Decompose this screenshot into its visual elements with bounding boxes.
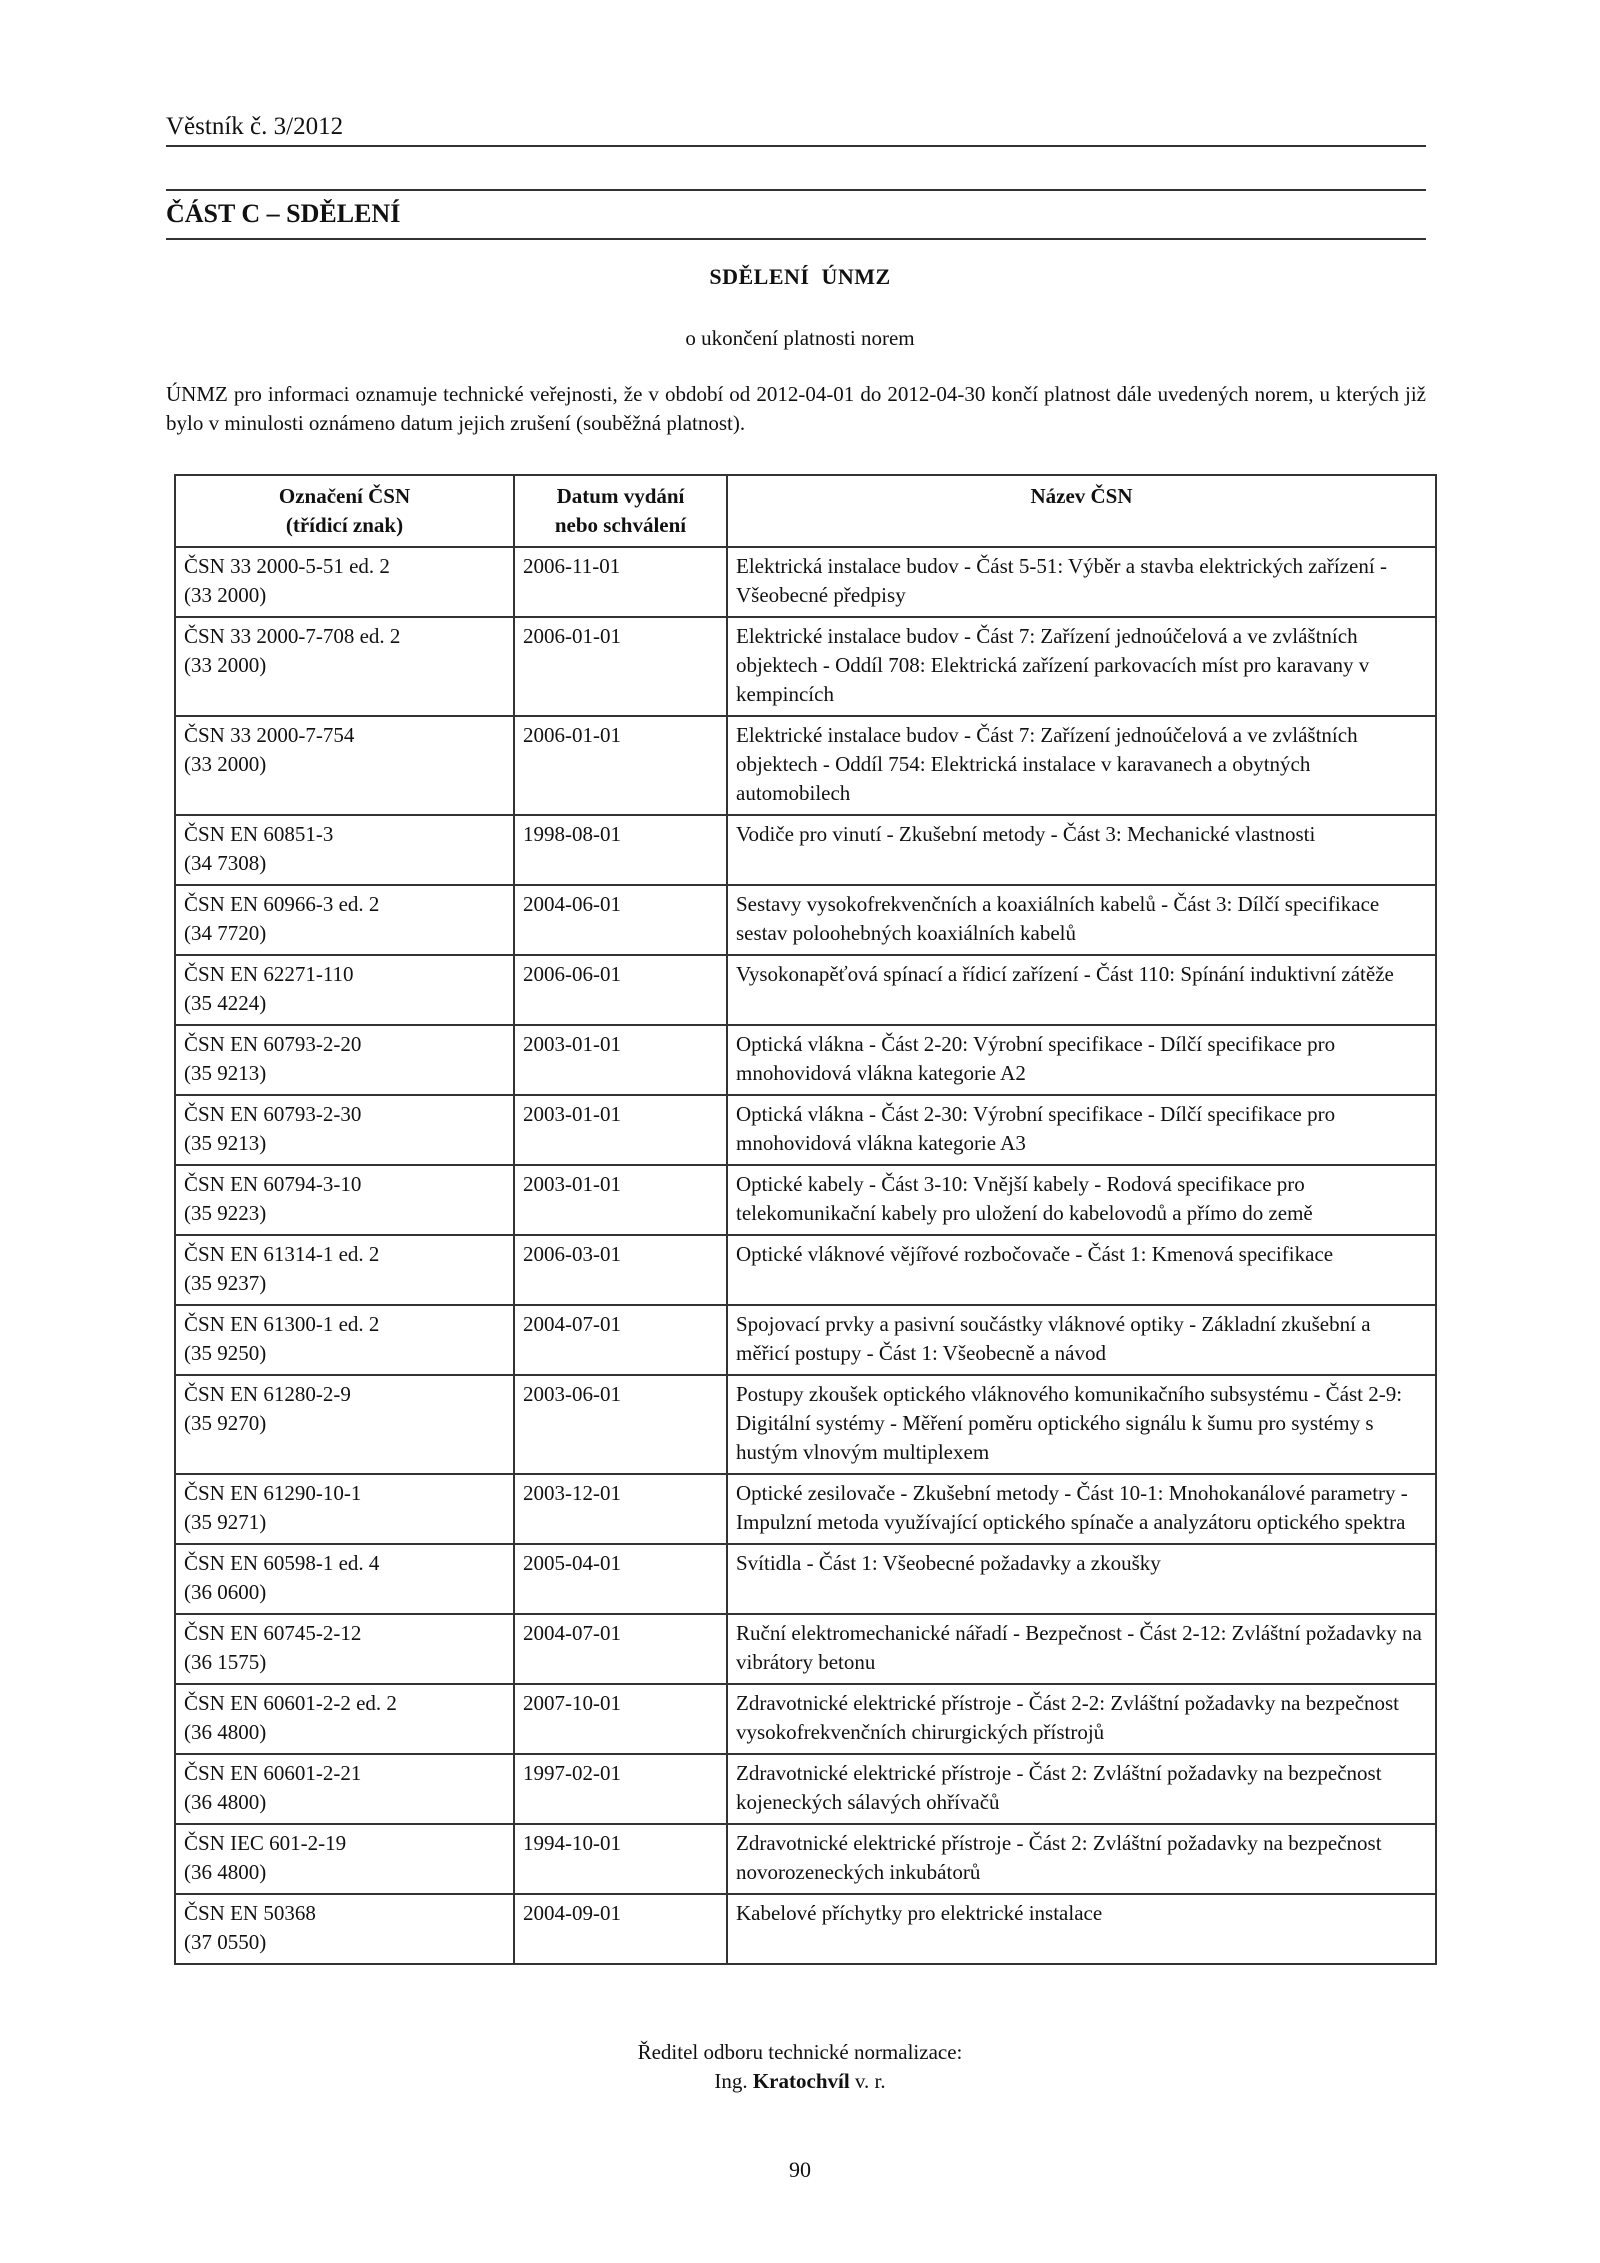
signature-line: [0, 2067, 1600, 2096]
cell-date: 2003-01-01: [514, 1025, 727, 1095]
cell-code: [175, 1095, 514, 1165]
section-rule-top: [166, 189, 1426, 191]
cell-date: 1998-08-01: [514, 815, 727, 885]
norm-class: (35 9271): [184, 1510, 267, 1534]
cell-date: 2003-12-01: [514, 1474, 727, 1544]
table-row: [175, 1474, 1436, 1544]
cell-name: Optická vlákna - Část 2-30: Výrobní specifikace - Dílčí specifikace pro mnohovidová vlákna kategorie A3: [727, 1095, 1436, 1165]
table-row: [175, 1824, 1436, 1894]
norm-class: (33 2000): [184, 653, 267, 677]
table-row: [175, 1165, 1436, 1235]
cell-code: [175, 1754, 514, 1824]
norm-class: (35 4224): [184, 991, 267, 1015]
cell-date: 2004-07-01: [514, 1305, 727, 1375]
header-rule: [166, 145, 1426, 147]
signature-block: [0, 2038, 1600, 2096]
norm-class: (35 9223): [184, 1201, 267, 1225]
cell-name: Elektrické instalace budov - Část 7: Zařízení jednoúčelová a ve zvláštních objektech - Oddíl 708: Elektrická zařízení parkovacích míst pro karavany v kempincích: [727, 617, 1436, 716]
cell-code: [175, 1894, 514, 1964]
cell-code: [175, 716, 514, 815]
norm-code: ČSN IEC 601-2-19: [184, 1831, 347, 1855]
cell-code: [175, 885, 514, 955]
cell-code: [175, 1375, 514, 1474]
cell-name: Optické vláknové vějířové rozbočovače - Část 1: Kmenová specifikace: [727, 1235, 1436, 1305]
cell-code: [175, 1544, 514, 1614]
cell-date: 2003-06-01: [514, 1375, 727, 1474]
table-row: [175, 1754, 1436, 1824]
table-header-row: [175, 475, 1436, 547]
norm-code: ČSN EN 60794-3-10: [184, 1172, 362, 1196]
cell-date: 2007-10-01: [514, 1684, 727, 1754]
norm-class: (36 1575): [184, 1650, 267, 1674]
notice-title: SDĚLENÍ ÚNMZ: [709, 264, 891, 289]
running-head: Věstník č. 3/2012: [166, 113, 344, 140]
table-row: [175, 1544, 1436, 1614]
cell-name: Optické zesilovače - Zkušební metody - Část 10-1: Mnohokanálové parametry - Impulzní metoda využívající optického spínače a analyzátoru optického spektra: [727, 1474, 1436, 1544]
section-rule-bottom: [166, 238, 1426, 240]
cell-code: [175, 1165, 514, 1235]
header-code-line2: (třídicí znak): [285, 513, 404, 537]
table-row: [175, 716, 1436, 815]
table-row: [175, 1614, 1436, 1684]
cell-date: 2005-04-01: [514, 1544, 727, 1614]
norm-code: ČSN EN 60598-1 ed. 4: [184, 1551, 380, 1575]
norm-code: ČSN EN 61314-1 ed. 2: [184, 1242, 380, 1266]
norm-code: ČSN EN 60793-2-30: [184, 1102, 362, 1126]
norm-class: (36 4800): [184, 1720, 267, 1744]
notice-subtitle: o ukončení platnosti norem: [685, 326, 915, 350]
cell-code: [175, 1025, 514, 1095]
norm-code: ČSN EN 61300-1 ed. 2: [184, 1312, 380, 1336]
cell-code: [175, 617, 514, 716]
table-row: [175, 1235, 1436, 1305]
table-row: [175, 955, 1436, 1025]
norm-class: (33 2000): [184, 583, 267, 607]
header-date-line2: nebo schválení: [554, 513, 687, 537]
cell-name: Zdravotnické elektrické přístroje - Část 2: Zvláštní požadavky na bezpečnost novorozeneckých inkubátorů: [727, 1824, 1436, 1894]
cell-name: Zdravotnické elektrické přístroje - Část 2: Zvláštní požadavky na bezpečnost kojeneckých sálavých ohřívačů: [727, 1754, 1436, 1824]
norm-class: (36 4800): [184, 1790, 267, 1814]
cell-code: [175, 1614, 514, 1684]
cell-date: 2006-06-01: [514, 955, 727, 1025]
cell-name: Sestavy vysokofrekvenčních a koaxiálních kabelů - Část 3: Dílčí specifikace sestav poloohebných koaxiálních kabelů: [727, 885, 1436, 955]
cell-name: Optické kabely - Část 3-10: Vnější kabely - Rodová specifikace pro telekomunikační kabely pro uložení do kabelovodů a přímo do země: [727, 1165, 1436, 1235]
cell-date: 1997-02-01: [514, 1754, 727, 1824]
cell-name: Optická vlákna - Část 2-20: Výrobní specifikace - Dílčí specifikace pro mnohovidová vlákna kategorie A2: [727, 1025, 1436, 1095]
norm-class: (35 9213): [184, 1131, 267, 1155]
norm-class: (35 9250): [184, 1341, 267, 1365]
cell-date: 2006-01-01: [514, 617, 727, 716]
cell-code: [175, 1684, 514, 1754]
table-row: [175, 815, 1436, 885]
table-row: [175, 1095, 1436, 1165]
cell-code: [175, 1824, 514, 1894]
norm-code: ČSN EN 61280-2-9: [184, 1382, 351, 1406]
signature-role: Ředitel odboru technické normalizace:: [637, 2040, 963, 2064]
norm-class: (35 9270): [184, 1411, 267, 1435]
cell-name: Vysokonapěťová spínací a řídicí zařízení - Část 110: Spínání induktivní zátěže: [727, 955, 1436, 1025]
cell-code: [175, 815, 514, 885]
cell-code: [175, 955, 514, 1025]
norm-class: (35 9237): [184, 1271, 267, 1295]
header-date: [514, 475, 727, 547]
signature-suffix: v. r.: [849, 2069, 886, 2093]
cell-code: [175, 1235, 514, 1305]
table-row: [175, 1025, 1436, 1095]
norm-code: ČSN EN 50368: [184, 1901, 316, 1925]
norm-code: ČSN 33 2000-7-708 ed. 2: [184, 624, 401, 648]
page-number: 90: [789, 2157, 811, 2182]
norm-code: ČSN EN 60966-3 ed. 2: [184, 892, 380, 916]
signature-name: Kratochvíl: [752, 2069, 850, 2093]
norm-code: ČSN EN 60793-2-20: [184, 1032, 362, 1056]
cell-name: Postupy zkoušek optického vláknového komunikačního subsystému - Část 2-9: Digitální systémy - Měření poměru optického signálu k šumu pro systémy s hustým vlnovým multiplexem: [727, 1375, 1436, 1474]
signature-prefix: Ing.: [714, 2069, 753, 2093]
cell-date: 1994-10-01: [514, 1824, 727, 1894]
cell-name: Spojovací prvky a pasivní součástky vláknové optiky - Základní zkušební a měřicí postupy - Část 1: Všeobecně a návod: [727, 1305, 1436, 1375]
cell-date: 2006-01-01: [514, 716, 727, 815]
cell-date: 2003-01-01: [514, 1095, 727, 1165]
norm-code: ČSN EN 60601-2-21: [184, 1761, 362, 1785]
cell-name: Kabelové příchytky pro elektrické instalace: [727, 1894, 1436, 1964]
norm-code: ČSN EN 60601-2-2 ed. 2: [184, 1691, 397, 1715]
table-row: [175, 547, 1436, 617]
norm-code: ČSN 33 2000-7-754: [184, 723, 355, 747]
cell-name: Ruční elektromechanické nářadí - Bezpečnost - Část 2-12: Zvláštní požadavky na vibrátory betonu: [727, 1614, 1436, 1684]
table-body: [175, 547, 1436, 1964]
cell-name: Elektrická instalace budov - Část 5-51: Výběr a stavba elektrických zařízení - Všeobecné předpisy: [727, 547, 1436, 617]
table-row: [175, 885, 1436, 955]
intro-paragraph: ÚNMZ pro informaci oznamuje technické veřejnosti, že v období od 2012-04-01 do 2012-04-30 končí platnost dále uvedených norem, u kterých již bylo v minulosti oznámeno datum jejich zrušení (souběžná platnost).: [166, 382, 1426, 435]
norm-code: ČSN EN 60745-2-12: [184, 1621, 362, 1645]
table-row: [175, 1305, 1436, 1375]
table-row: [175, 1684, 1436, 1754]
norm-class: (34 7720): [184, 921, 267, 945]
header-date-line1: Datum vydání: [556, 484, 685, 508]
norm-class: (37 0550): [184, 1930, 267, 1954]
norm-class: (33 2000): [184, 752, 267, 776]
norm-class: (35 9213): [184, 1061, 267, 1085]
header-code-line1: Označení ČSN: [278, 484, 411, 508]
cell-name: Vodiče pro vinutí - Zkušební metody - Část 3: Mechanické vlastnosti: [727, 815, 1436, 885]
cell-code: [175, 1305, 514, 1375]
norm-code: ČSN 33 2000-5-51 ed. 2: [184, 554, 390, 578]
header-code: [175, 475, 514, 547]
norm-class: (34 7308): [184, 851, 267, 875]
cell-date: 2006-11-01: [514, 547, 727, 617]
header-name: Název ČSN: [727, 475, 1436, 547]
cell-code: [175, 547, 514, 617]
norm-class: (36 0600): [184, 1580, 267, 1604]
norm-code: ČSN EN 60851-3: [184, 822, 334, 846]
cell-date: 2004-07-01: [514, 1614, 727, 1684]
cell-date: 2004-06-01: [514, 885, 727, 955]
cell-date: 2004-09-01: [514, 1894, 727, 1964]
part-title: ČÁST C – SDĚLENÍ: [166, 199, 401, 228]
cell-name: Svítidla - Část 1: Všeobecné požadavky a zkoušky: [727, 1544, 1436, 1614]
cell-code: [175, 1474, 514, 1544]
norm-class: (36 4800): [184, 1860, 267, 1884]
table-row: [175, 1894, 1436, 1964]
norm-code: ČSN EN 62271-110: [184, 962, 354, 986]
norms-table: [174, 474, 1437, 1965]
norm-code: ČSN EN 61290-10-1: [184, 1481, 362, 1505]
cell-date: 2006-03-01: [514, 1235, 727, 1305]
cell-date: 2003-01-01: [514, 1165, 727, 1235]
cell-name: Elektrické instalace budov - Část 7: Zařízení jednoúčelová a ve zvláštních objektech - Oddíl 754: Elektrická instalace v karavanech a obytných automobilech: [727, 716, 1436, 815]
cell-name: Zdravotnické elektrické přístroje - Část 2-2: Zvláštní požadavky na bezpečnost vysokofrekvenčních chirurgických přístrojů: [727, 1684, 1436, 1754]
table-row: [175, 1375, 1436, 1474]
table-row: [175, 617, 1436, 716]
